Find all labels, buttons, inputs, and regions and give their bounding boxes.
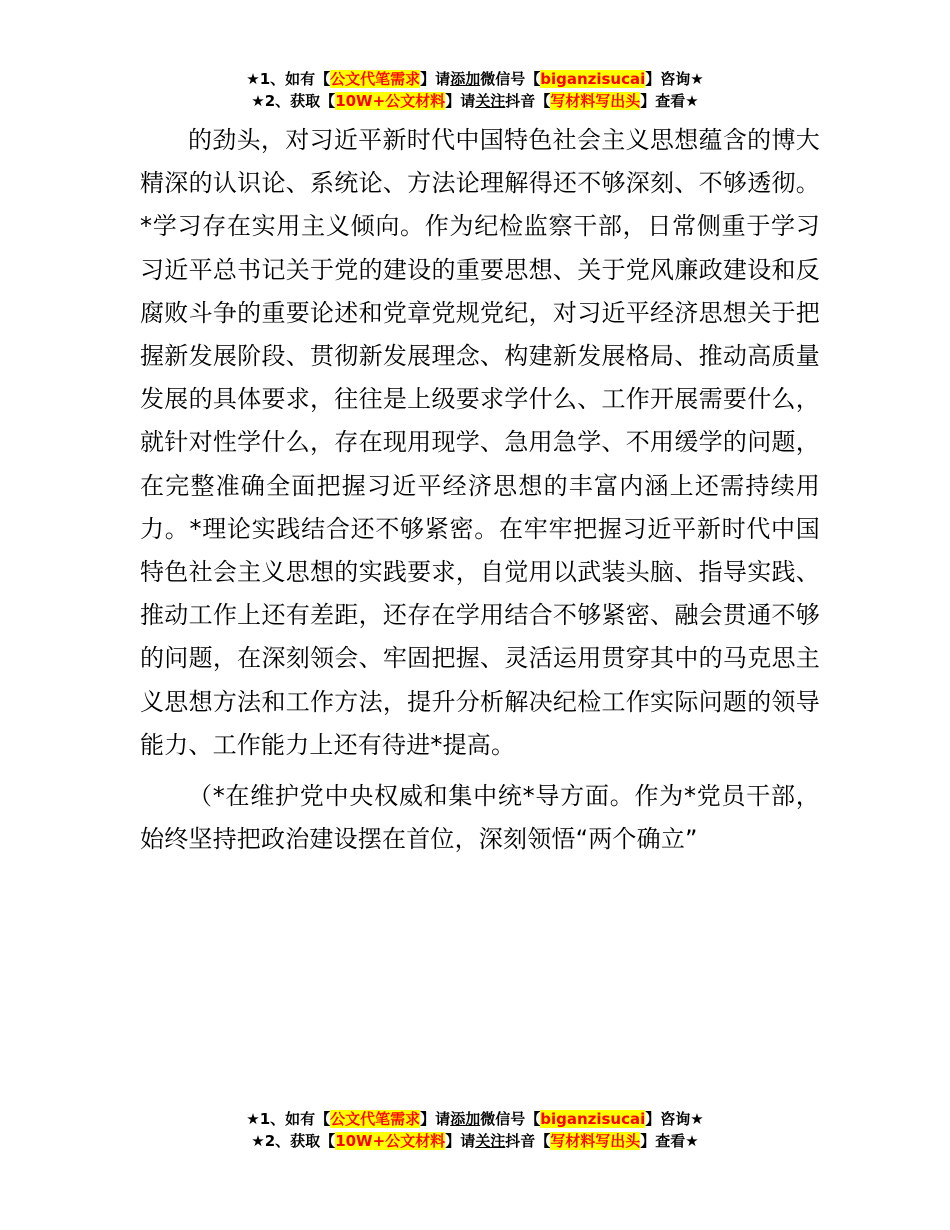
highlight-materials: 10W+公文材料 xyxy=(335,92,446,110)
footer-banner-line-1: ★1、如有【公文代笔需求】请添加微信号【biganzisucai】咨询★ xyxy=(246,1110,704,1128)
footer-banner xyxy=(0,1108,950,1152)
header-banner xyxy=(0,68,950,112)
header-banner-line-1: ★1、如有【公文代笔需求】请添加微信号【biganzisucai】咨询★ xyxy=(246,70,704,88)
highlight-wechat-id: biganzisucai xyxy=(540,1110,646,1128)
footer-banner-line-2: ★2、获取【10W+公文材料】请关注抖音【写材料写出头】查看★ xyxy=(251,1132,699,1150)
body-paragraph-2: （*在维护党中央权威和集中统*导方面。作为*党员干部，始终坚持把政治建设摆在首位，深刻领悟“两个确立” xyxy=(140,782,820,854)
highlight-service: 公文代笔需求 xyxy=(330,1110,421,1128)
highlight-douyin-account: 写材料写出头 xyxy=(550,92,641,110)
highlight-wechat-id: biganzisucai xyxy=(540,70,646,88)
body-paragraph-1: 的劲头，对习近平新时代中国特色社会主义思想蕴含的博大精深的认识论、系统论、方法论理解得还不够深刻、不够透彻。*学习存在实用主义倾向。作为纪检监察干部，日常侧重于学习习近平总书记关于党的建设的重要思想、关于党风廉政建设和反腐败斗争的重要论述和党章党规党纪，对习近平经济思想关于把握新发展阶段、贯彻新发展理念、构建新发展格局、推动高质量发展的具体要求，往往是上级要求学什么、工作开展需要什么，就针对性学什么，存在现用现学、急用急学、不用缓学的问题，在完整准确全面把握习近平经济思想的丰富内涵上还需持续用力。*理论实践结合还不够紧密。在牢牢把握习近平新时代中国特色社会主义思想的实践要求，自觉用以武装头脑、指导实践、推动工作上还有差距，还存在学用结合不够紧密、融会贯通不够的问题，在深刻领会、牢固把握、灵活运用贯穿其中的马克思主义思想方法和工作方法，提升分析解决纪检工作实际问题的领导能力、工作能力上还有待进*提高。 xyxy=(140,126,820,759)
highlight-douyin-account: 写材料写出头 xyxy=(550,1132,641,1150)
document-body xyxy=(140,119,820,861)
highlight-materials: 10W+公文材料 xyxy=(335,1132,446,1150)
highlight-service: 公文代笔需求 xyxy=(330,70,421,88)
header-banner-line-2: ★2、获取【10W+公文材料】请关注抖音【写材料写出头】查看★ xyxy=(251,92,699,110)
